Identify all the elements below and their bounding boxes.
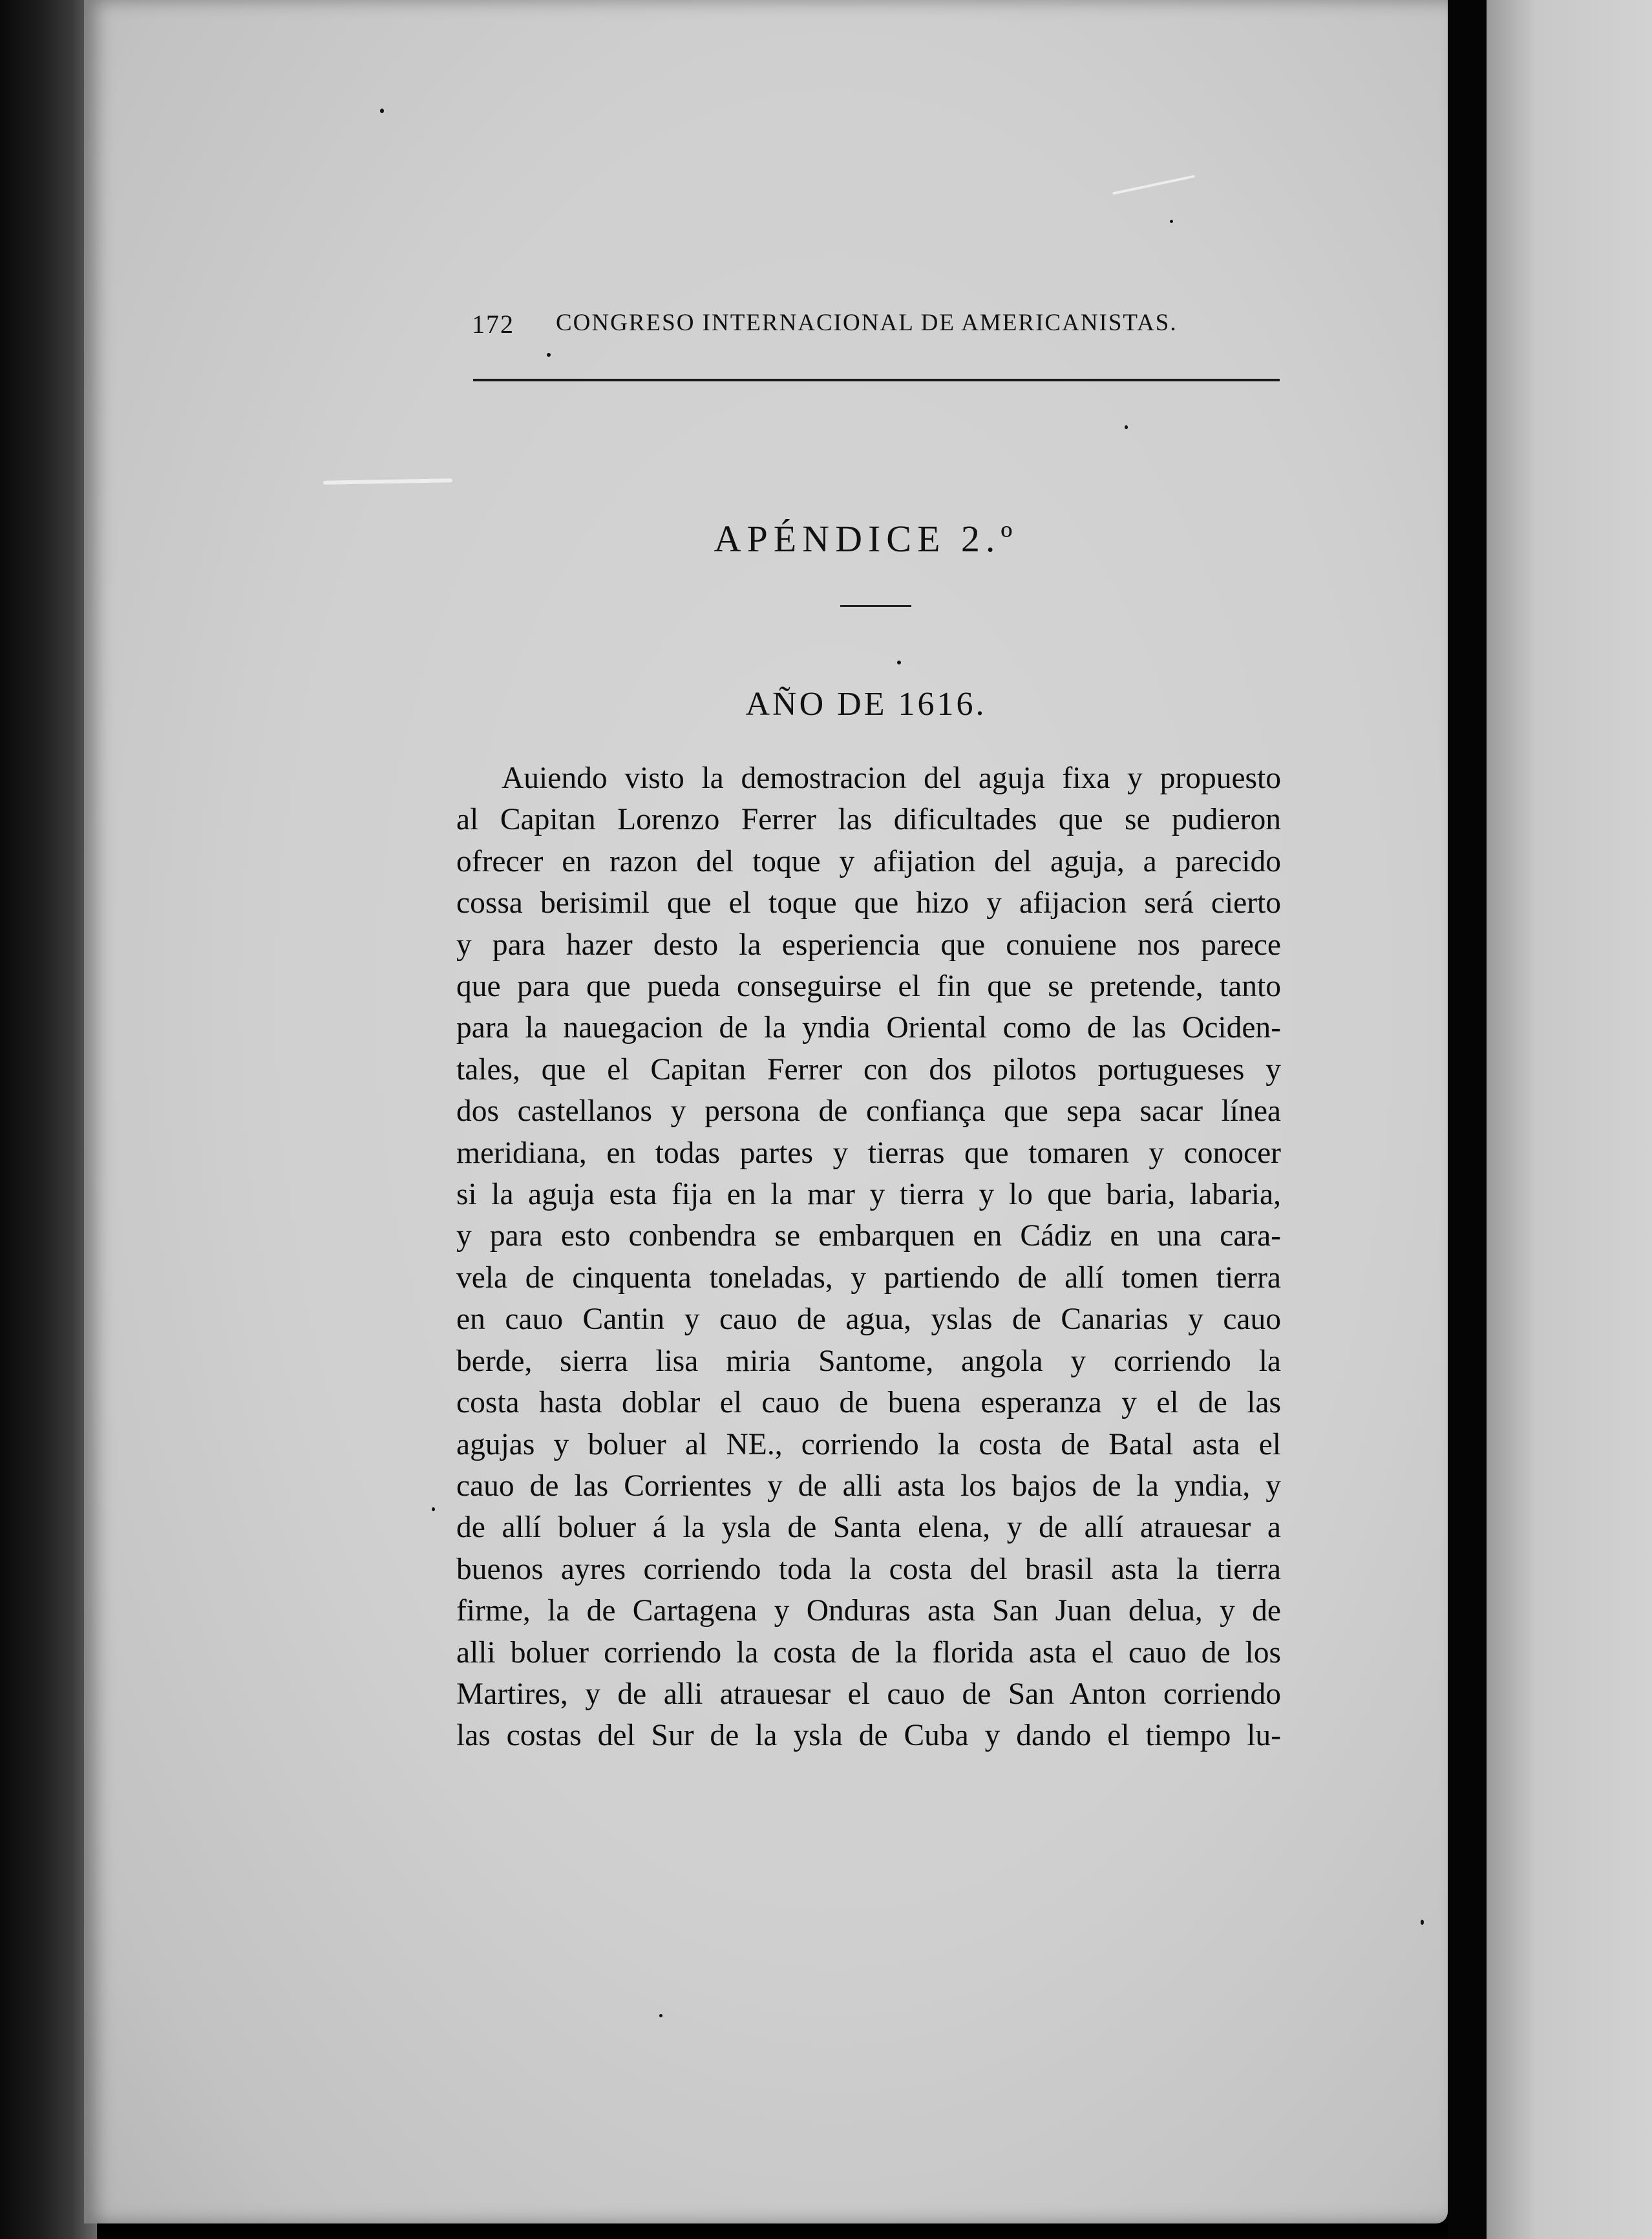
body-line: las costas del Sur de la ysla de Cuba y dando el tiempo lu-	[456, 1719, 1281, 1753]
scan-speck	[1421, 1920, 1424, 1925]
scan-speck	[1170, 220, 1173, 223]
page-number: 172	[472, 310, 514, 339]
title-rule	[840, 605, 911, 607]
body-line: alli boluer corriendo la costa de la florida asta el cauo de los	[456, 1635, 1281, 1670]
body-line: Martires, y de alli atrauesar el cauo de San Anton corriendo	[456, 1677, 1281, 1711]
page-gutter	[1448, 0, 1487, 2239]
running-title: CONGRESO INTERNACIONAL DE AMERICANISTAS.	[556, 310, 1178, 336]
body-line: que para que pueda conseguirse el fin que se pretende, tanto	[456, 970, 1281, 1004]
body-text	[456, 758, 1281, 1757]
body-line: en cauo Cantin y cauo de agua, yslas de Canarias y cauo	[456, 1302, 1281, 1337]
body-line: agujas y boluer al NE., corriendo la costa de Batal asta el	[456, 1427, 1281, 1461]
body-line: firme, la de Cartagena y Onduras asta San Juan delua, y de	[456, 1594, 1281, 1628]
body-line: vela de cinquenta toneladas, y partiendo de allí tomen tierra	[456, 1260, 1281, 1295]
body-line: cossa berisimil que el toque que hizo y afijacion será cierto	[456, 886, 1281, 920]
running-header	[472, 309, 1280, 348]
scan-speck	[547, 353, 551, 357]
scan-speck	[380, 109, 384, 113]
body-line: y para esto conbendra se embarquen en Cádiz en una cara-	[456, 1219, 1281, 1253]
appendix-title: APÉNDICE 2.º	[714, 518, 1019, 560]
body-line: buenos ayres corriendo toda la costa del brasil asta la tierra	[456, 1552, 1281, 1586]
body-line: y para hazer desto la esperiencia que conuiene nos parece	[456, 928, 1281, 962]
scan-speck	[432, 1507, 435, 1511]
body-line: ofrecer en razon del toque y afijation del aguja, a parecido	[456, 844, 1281, 878]
body-line: berde, sierra lisa miria Santome, angola y corriendo la	[456, 1344, 1281, 1378]
year-heading: AÑO DE 1616.	[745, 686, 987, 723]
body-line: para la nauegacion de la yndia Oriental como de las Ociden-	[456, 1011, 1281, 1045]
body-line: costa hasta doblar el cauo de buena esperanza y el de las	[456, 1386, 1281, 1420]
body-line: dos castellanos y persona de confiança que sepa sacar línea	[456, 1094, 1281, 1129]
scan-speck	[897, 661, 901, 664]
header-rule	[473, 379, 1280, 381]
scan-speck	[1125, 425, 1128, 429]
body-line: Auiendo visto la demostracion del aguja fixa y propuesto	[502, 761, 1281, 795]
facing-page-edge	[1487, 0, 1652, 2239]
body-line: de allí boluer á la ysla de Santa elena, y de allí atrauesar a	[456, 1511, 1281, 1545]
body-line: tales, que el Capitan Ferrer con dos pilotos portugueses y	[456, 1052, 1281, 1087]
scan-speck	[659, 2014, 662, 2017]
body-line: cauo de las Corrientes y de alli asta los bajos de la yndia, y	[456, 1469, 1281, 1503]
body-line: al Capitan Lorenzo Ferrer las dificultades que se pudieron	[456, 803, 1281, 837]
book-binding	[0, 0, 97, 2239]
body-line: si la aguja esta fija en la mar y tierra y lo que baria, labaria,	[456, 1178, 1281, 1212]
body-line: meridiana, en todas partes y tierras que tomaren y conocer	[456, 1136, 1281, 1170]
